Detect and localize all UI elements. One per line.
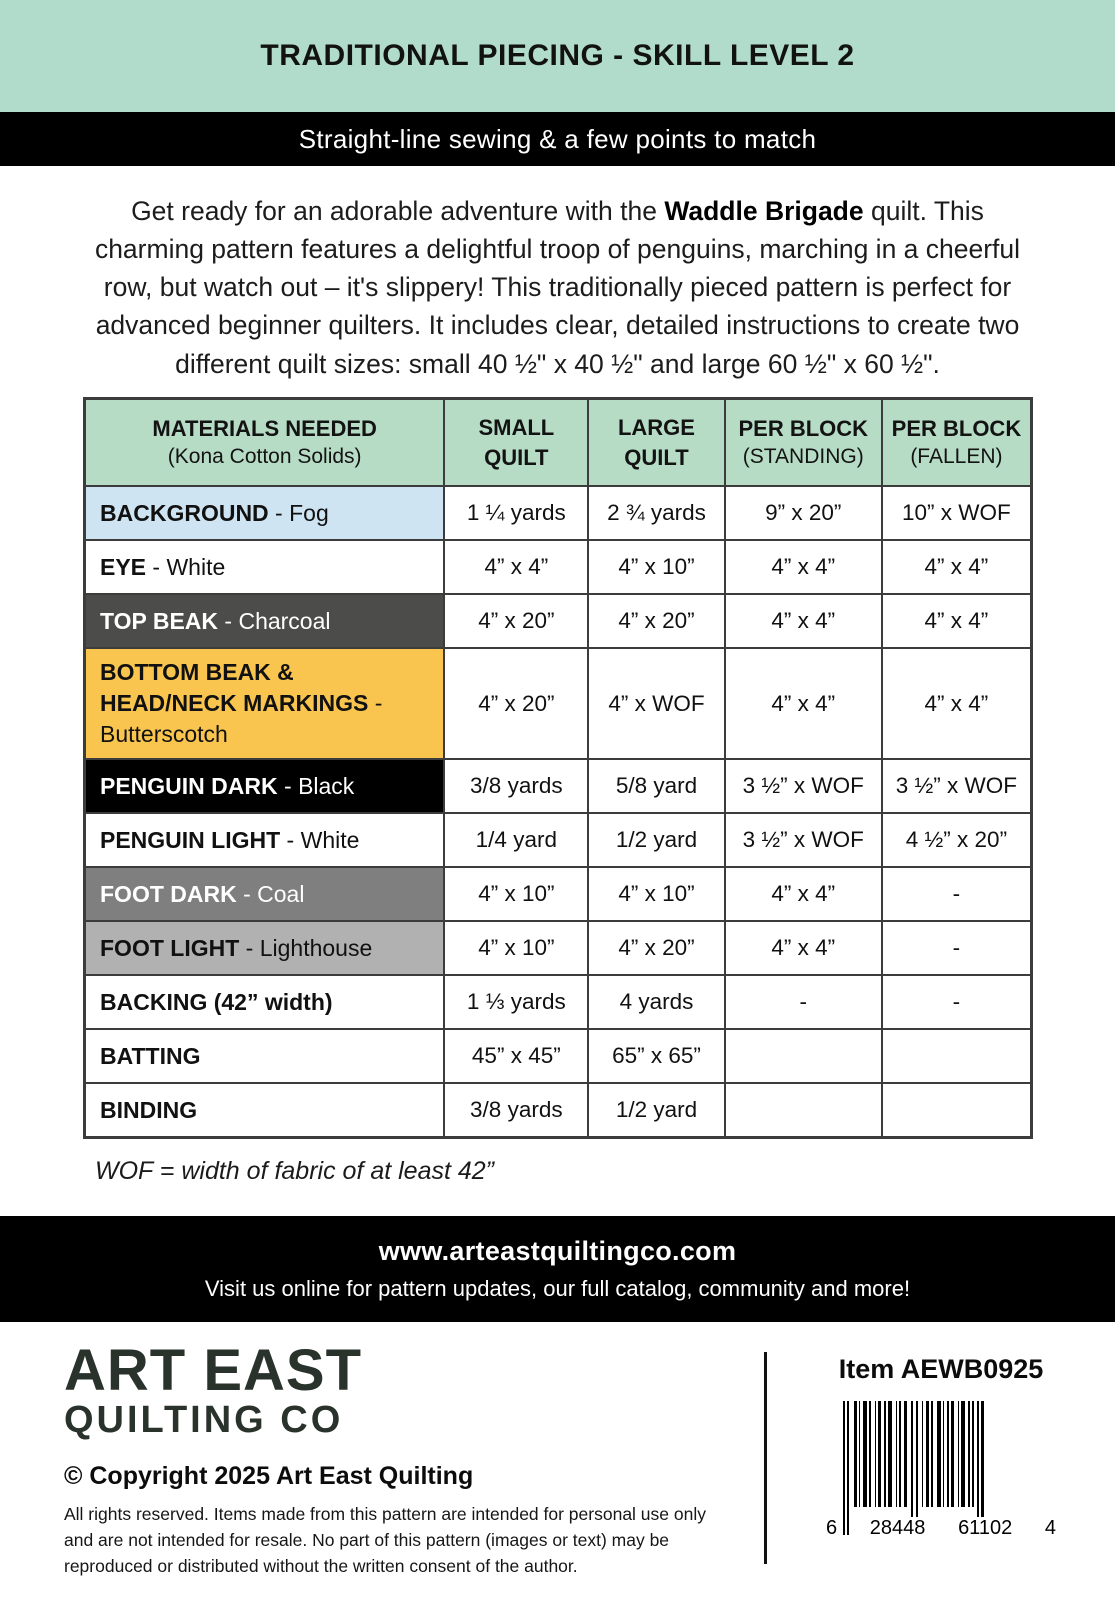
barcode-bar (981, 1401, 984, 1535)
table-row (85, 975, 1032, 1029)
barcode-bar (878, 1401, 881, 1507)
material-value-cell: 1 ¼ yards (444, 486, 588, 540)
barcode-bar (931, 1401, 933, 1507)
material-value-cell: 3/8 yards (444, 759, 588, 813)
materials-needed-header (85, 398, 445, 486)
subtitle-text: Straight-line sewing & a few points to match (298, 123, 817, 154)
website-url: www.arteastquiltingco.com (378, 1235, 737, 1266)
col-small-line1: SMALL (478, 414, 555, 440)
barcode-bar (961, 1401, 965, 1507)
website-tagline: Visit us online for pattern updates, our full catalog, community and more! (204, 1275, 911, 1301)
material-label-cell: BOTTOM BEAK & HEAD/NECK MARKINGS - Butterscotch (85, 648, 445, 759)
table-row (85, 867, 1032, 921)
material-value-cell: 4” x 4” (882, 540, 1032, 594)
skill-level-title: TRADITIONAL PIECING - SKILL LEVEL 2 (260, 39, 855, 72)
barcode-bar (972, 1401, 974, 1507)
material-label-cell: EYE - White (85, 540, 445, 594)
material-value-cell: 4” x 4” (725, 594, 882, 648)
material-value-cell: 4 yards (588, 975, 724, 1029)
barcode-bar (943, 1401, 944, 1507)
material-value-cell: 4” x 20” (444, 594, 588, 648)
barcode-bar (968, 1401, 970, 1507)
barcode-bar (875, 1401, 876, 1507)
table-row (85, 759, 1032, 813)
barcode (826, 1401, 1056, 1539)
col-small-line2: QUILT (484, 444, 549, 470)
table-row (85, 486, 1032, 540)
skill-level-banner (0, 0, 1115, 112)
materials-needed-subtitle: (Kona Cotton Solids) (167, 445, 362, 469)
column-header-per-block-fallen (882, 398, 1032, 486)
wof-footnote: WOF = width of fabric of at least 42” (95, 1156, 495, 1185)
col-standing-line2: (STANDING) (742, 445, 864, 469)
subtitle-banner (0, 112, 1115, 166)
website-band (0, 1216, 1115, 1322)
material-value-cell: 4” x 4” (725, 540, 882, 594)
materials-table-body (85, 486, 1032, 1137)
barcode-bar (926, 1401, 929, 1507)
material-value-cell: 1/4 yard (444, 813, 588, 867)
brand-logo (64, 1337, 706, 1442)
table-row (85, 594, 1032, 648)
intro-post: quilt. This charming pattern features a delightful troop of penguins, marching in a cheerful row, but watch out – it's slippery! This traditionally pieced pattern is perfect for advanced beginner quilters. It includes clear, detailed instructions to create two different quilt sizes: small 40 ½" x 40 ½" and large 60 ½" x 60 ½". (94, 196, 1021, 379)
material-value-cell: 5/8 yard (588, 759, 724, 813)
material-value-cell: 3 ½” x WOF (725, 759, 882, 813)
material-label-cell: BACKING (42” width) (85, 975, 445, 1029)
material-value-cell (882, 1029, 1032, 1083)
barcode-bar (951, 1401, 954, 1507)
material-value-cell: 4” x 10” (444, 921, 588, 975)
material-value-cell: 4 ½” x 20” (882, 813, 1032, 867)
material-label-cell: BINDING (85, 1083, 445, 1137)
quilt-name: Waddle Brigade (664, 196, 864, 226)
material-value-cell: 2 ¾ yards (588, 486, 724, 540)
material-label-cell: TOP BEAK - Charcoal (85, 594, 445, 648)
barcode-bar (847, 1401, 849, 1535)
copyright-line: © Copyright 2025 Art East Quilting (64, 1461, 474, 1490)
barcode-bar (911, 1401, 913, 1535)
material-label-cell: PENGUIN LIGHT - White (85, 813, 445, 867)
material-value-cell: 4” x 10” (444, 867, 588, 921)
material-value-cell: 9” x 20” (725, 486, 882, 540)
material-value-cell: 1 ⅓ yards (444, 975, 588, 1029)
barcode-bar (916, 1401, 918, 1535)
material-value-cell: 3 ½” x WOF (882, 759, 1032, 813)
table-row (85, 813, 1032, 867)
col-large-line1: LARGE (617, 414, 695, 440)
barcode-bar (854, 1401, 857, 1507)
material-value-cell: 45” x 45” (444, 1029, 588, 1083)
table-row (85, 921, 1032, 975)
barcode-bar (899, 1401, 901, 1507)
barcode-digit-group: 28448 (867, 1517, 929, 1539)
material-value-cell: 4” x 20” (444, 648, 588, 759)
material-label-cell: BATTING (85, 1029, 445, 1083)
barcode-digit-group: 6 (823, 1517, 840, 1539)
material-value-cell: - (882, 867, 1032, 921)
material-value-cell: 4” x 20” (588, 594, 724, 648)
barcode-bar (904, 1401, 907, 1507)
materials-needed-title: MATERIALS NEEDED (152, 415, 377, 441)
header-row (85, 398, 1032, 486)
col-fallen-line1: PER BLOCK (891, 415, 1022, 441)
column-header-per-block-standing (725, 398, 882, 486)
col-fallen-line2: (FALLEN) (910, 445, 1003, 469)
material-value-cell: 1/2 yard (588, 813, 724, 867)
material-value-cell: 3 ½” x WOF (725, 813, 882, 867)
brand-logo-line2: QUILTING CO (64, 1398, 344, 1441)
barcode-bar (896, 1401, 897, 1507)
material-value-cell: - (882, 921, 1032, 975)
table-row (85, 1029, 1032, 1083)
barcode-digit-group: 61102 (955, 1517, 1015, 1539)
material-value-cell: 65” x 65” (588, 1029, 724, 1083)
material-value-cell: 4” x 4” (725, 648, 882, 759)
material-value-cell: 4” x 4” (444, 540, 588, 594)
material-value-cell (725, 1029, 882, 1083)
material-value-cell: 4” x 4” (725, 921, 882, 975)
material-value-cell: 10” x WOF (882, 486, 1032, 540)
barcode-bar (863, 1401, 867, 1507)
materials-table (83, 397, 1033, 1139)
material-value-cell: 4” x 20” (588, 921, 724, 975)
materials-table-header (85, 398, 1032, 486)
intro-paragraph (80, 192, 1035, 383)
table-row (85, 1083, 1032, 1137)
barcode-digits (823, 1517, 1059, 1539)
barcode-bar (947, 1401, 949, 1507)
material-value-cell (725, 1083, 882, 1137)
item-and-barcode (767, 1342, 1115, 1580)
barcode-bar (869, 1401, 871, 1507)
barcode-bar (843, 1401, 845, 1535)
barcode-bar (937, 1401, 941, 1507)
column-header-large-quilt (588, 398, 724, 486)
column-header-small-quilt (444, 398, 588, 486)
material-value-cell: 4” x 10” (588, 540, 724, 594)
item-number: Item AEWB0925 (838, 1353, 1044, 1384)
col-standing-line1: PER BLOCK (738, 415, 869, 441)
material-label-cell: FOOT DARK - Coal (85, 867, 445, 921)
table-row (85, 648, 1032, 759)
material-label-cell: PENGUIN DARK - Black (85, 759, 445, 813)
barcode-bar (859, 1401, 860, 1507)
barcode-digit-group: 4 (1042, 1517, 1059, 1539)
publisher-section (0, 1322, 1115, 1580)
barcode-bar (922, 1401, 923, 1507)
publisher-info (64, 1337, 706, 1580)
material-value-cell: - (725, 975, 882, 1029)
table-row (85, 540, 1032, 594)
material-value-cell (882, 1083, 1032, 1137)
material-label-cell: BACKGROUND - Fog (85, 486, 445, 540)
col-large-line2: QUILT (624, 444, 689, 470)
fine-print: All rights reserved. Items made from this pattern are intended for personal use only and are not intended for resale. No part of this pattern (images or text) may be reproduced or distributed without the written consent of the author. (64, 1503, 706, 1577)
barcode-bar (977, 1401, 979, 1535)
barcode-bar (888, 1401, 892, 1507)
material-value-cell: 4” x 4” (882, 648, 1032, 759)
material-value-cell: 3/8 yards (444, 1083, 588, 1137)
barcode-bar (958, 1401, 959, 1507)
intro-pre: Get ready for an adorable adventure with the (131, 196, 665, 226)
barcode-bars (843, 1401, 1039, 1535)
barcode-bar (884, 1401, 886, 1507)
material-value-cell: 4” x WOF (588, 648, 724, 759)
material-value-cell: 4” x 4” (882, 594, 1032, 648)
material-value-cell: - (882, 975, 1032, 1029)
material-value-cell: 1/2 yard (588, 1083, 724, 1137)
material-label-cell: FOOT LIGHT - Lighthouse (85, 921, 445, 975)
material-value-cell: 4” x 4” (725, 867, 882, 921)
brand-logo-line1: ART EAST (64, 1337, 362, 1403)
material-value-cell: 4” x 10” (588, 867, 724, 921)
